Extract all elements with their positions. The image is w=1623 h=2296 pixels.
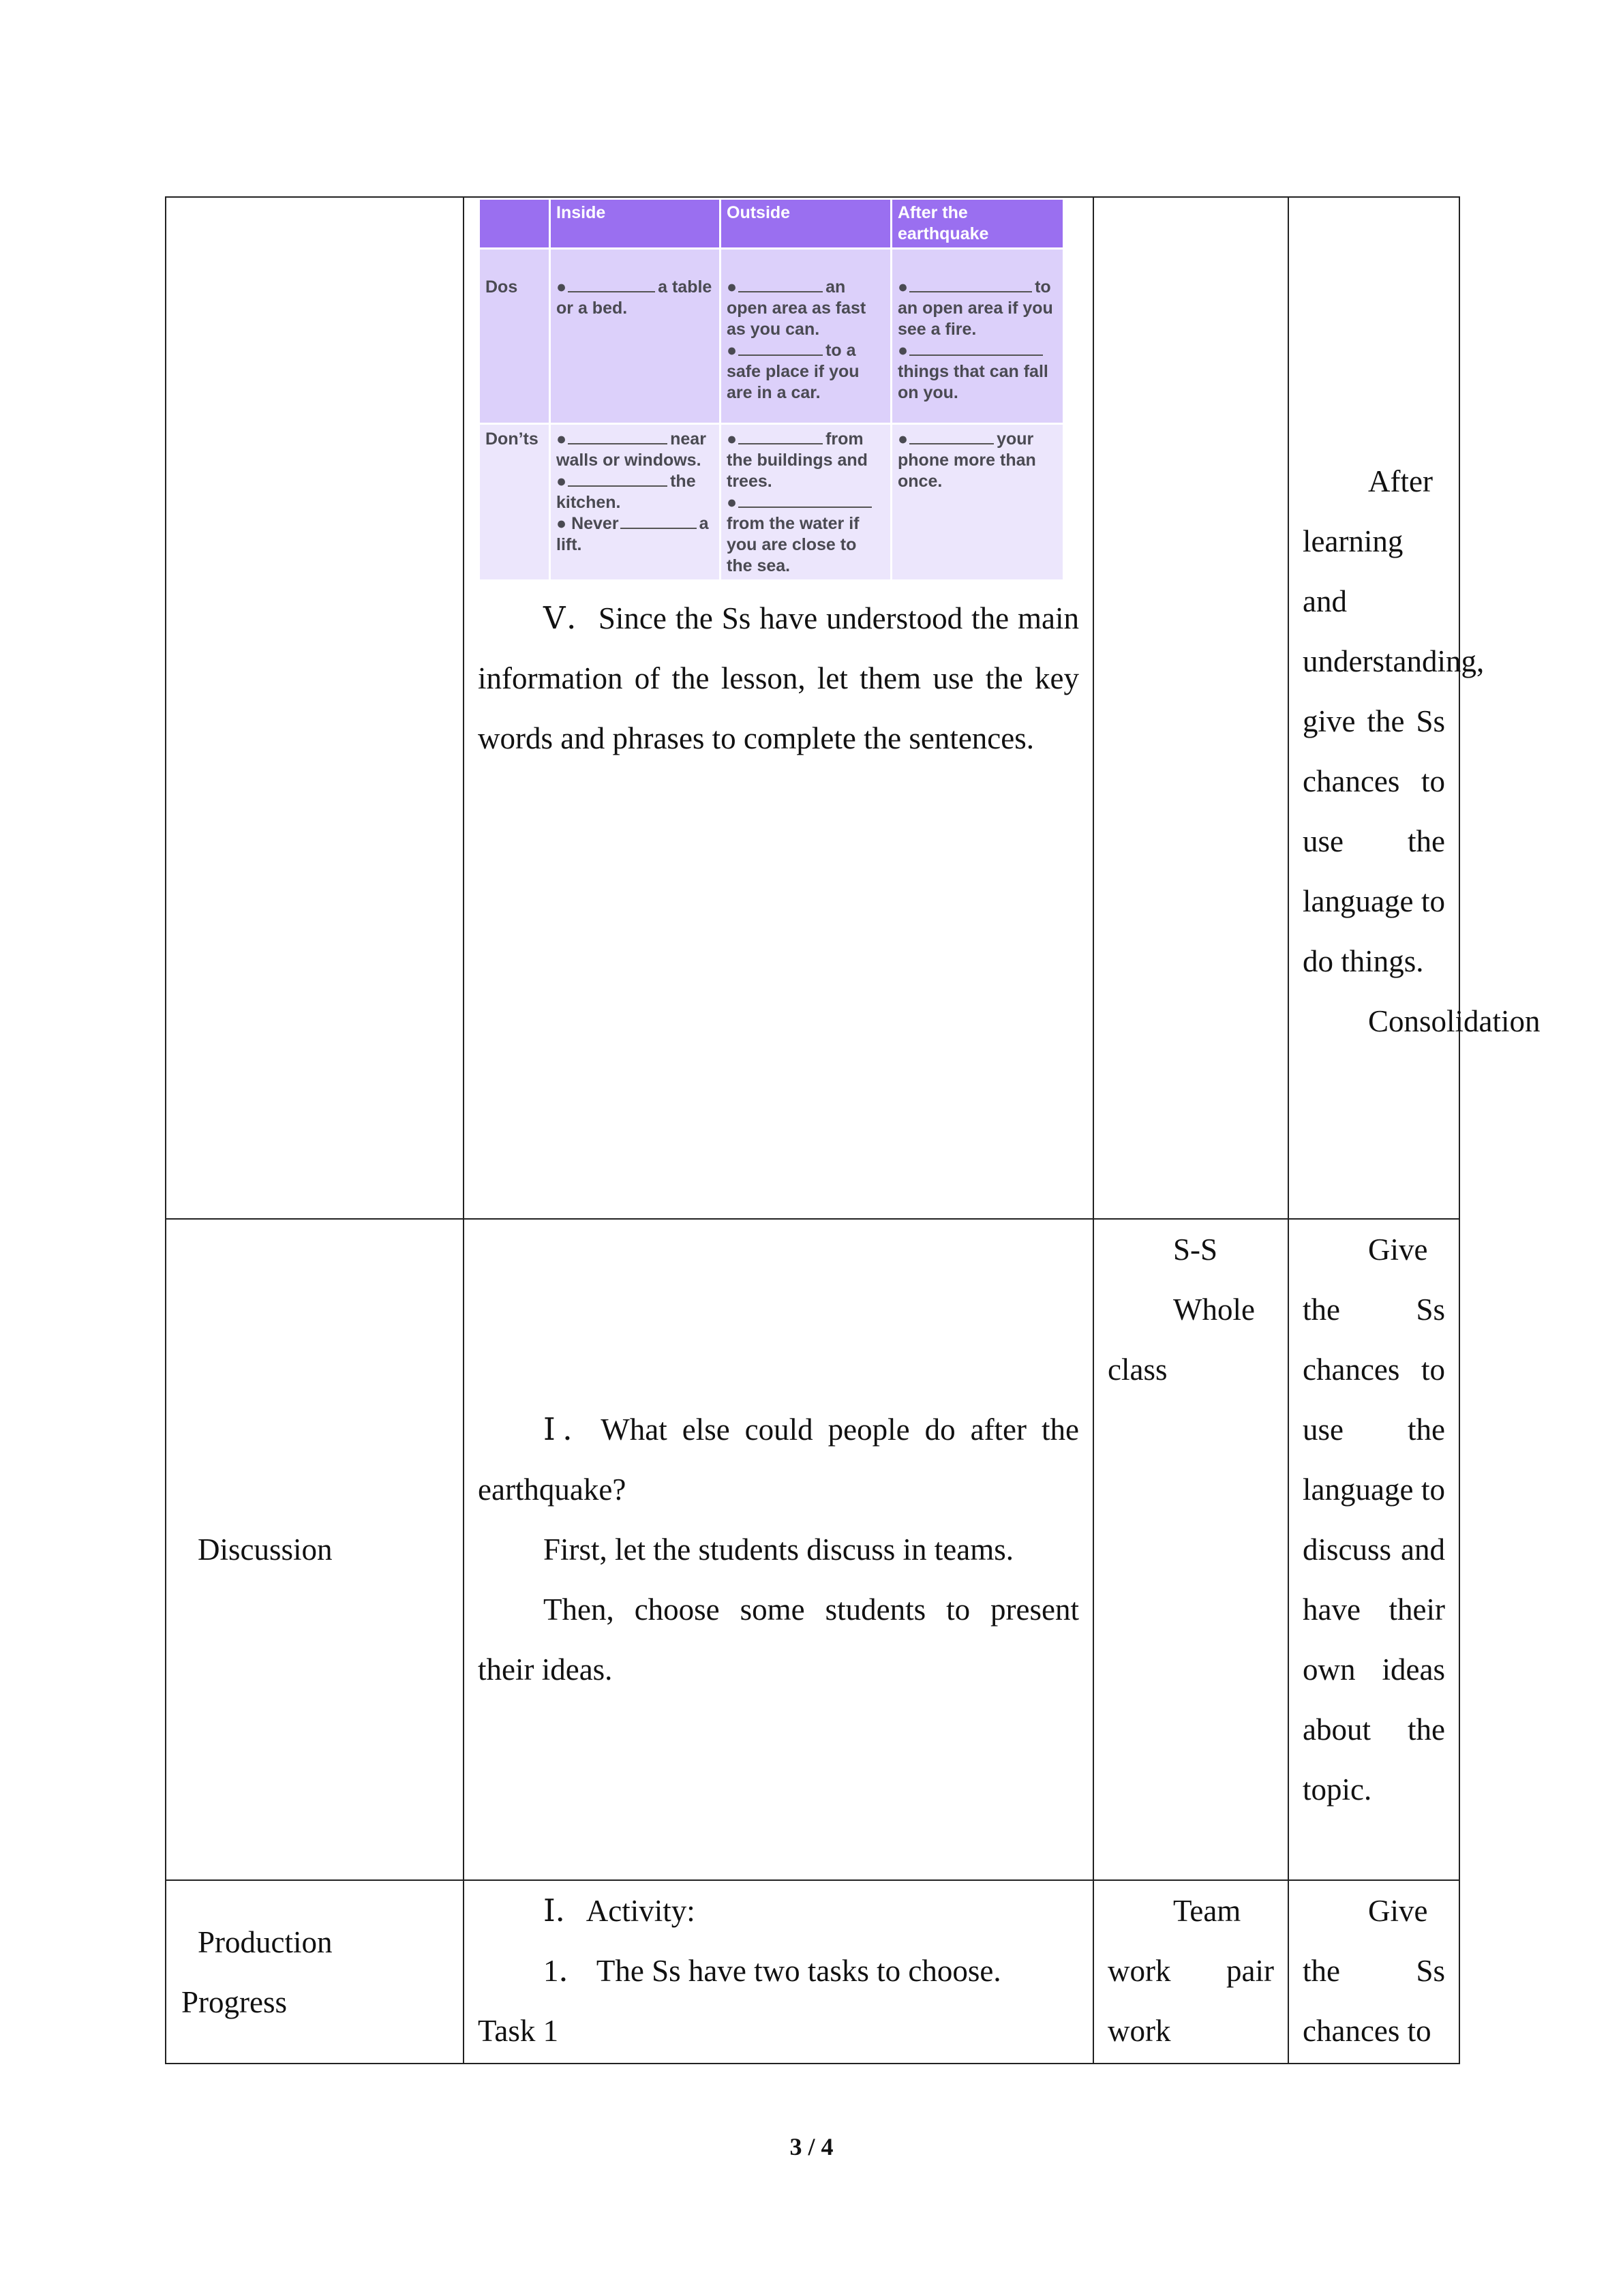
aim-text: After learning and understanding, give the Ss chances to use the language to do things.	[1303, 464, 1485, 978]
mode-cell-empty	[1093, 197, 1288, 1219]
worksheet-text: to a safe place if you are in a car.	[727, 341, 860, 402]
answer-blank	[909, 354, 1043, 356]
worksheet-donts-outside	[721, 424, 892, 581]
procedure-text-block	[464, 1881, 1093, 2061]
answer-blank	[620, 528, 697, 529]
worksheet-donts-row	[479, 424, 1064, 581]
answer-blank	[568, 291, 655, 292]
mode-work-pair-work: work pair work	[1108, 1954, 1274, 2048]
worksheet-text: your phone more than once.	[898, 429, 1036, 491]
answer-blank	[738, 443, 823, 444]
bullet-icon: ●	[898, 277, 909, 297]
procedure-cell-production	[464, 1880, 1093, 2064]
bullet-icon: ●	[556, 514, 567, 533]
answer-blank	[568, 443, 667, 444]
mode-cell-production	[1093, 1880, 1288, 2064]
answer-blank	[909, 291, 1032, 292]
stage-cell-discussion	[166, 1219, 464, 1880]
worksheet-text: a table or a bed.	[556, 277, 712, 318]
worksheet-table	[478, 198, 1065, 581]
activity-item-one: 1． The Ss have two tasks to choose.	[543, 1954, 1001, 1988]
worksheet-text: from the buildings and trees.	[727, 429, 868, 491]
worksheet-donts-after	[892, 424, 1064, 581]
worksheet-text: an open area as fast as you can.	[727, 277, 866, 339]
answer-blank	[738, 354, 823, 356]
worksheet-text: Never	[571, 514, 619, 533]
worksheet-text: the kitchen.	[556, 472, 696, 512]
worksheet-dos-row	[479, 249, 1064, 424]
worksheet-text: to an open area if you see a fire.	[898, 277, 1053, 339]
stage-label-progress: Progress	[181, 1984, 287, 2019]
worksheet-text: things that can fall on you.	[898, 362, 1048, 402]
aim-text-block	[1289, 451, 1541, 1051]
bullet-icon: ●	[556, 472, 567, 491]
worksheet-header-outside: Outside	[721, 199, 892, 249]
activity-heading: Ⅰ．Activity:	[543, 1894, 695, 1928]
bullet-icon: ●	[898, 429, 909, 449]
stage-label: Discussion	[198, 1532, 333, 1567]
procedure-cell-discussion	[464, 1219, 1093, 1880]
row-production	[166, 1880, 1459, 2064]
mode-text-block	[1094, 1881, 1288, 2061]
aim-text-production: Give the Ss chances to	[1303, 1894, 1445, 2048]
mode-cell-discussion	[1093, 1219, 1288, 1880]
answer-blank	[568, 485, 667, 487]
answer-blank	[738, 507, 872, 508]
task-one-label: Task 1	[478, 2014, 559, 2048]
worksheet-text: a lift.	[556, 514, 709, 554]
bullet-icon: ●	[727, 277, 738, 297]
row-discussion	[166, 1219, 1459, 1880]
aim-cell-discussion	[1288, 1219, 1459, 1880]
bullet-icon: ●	[556, 429, 567, 449]
bullet-icon: ●	[898, 341, 909, 360]
bullet-icon: ●	[727, 341, 738, 360]
worksheet-text: near walls or windows.	[556, 429, 706, 470]
worksheet-dos-after	[892, 249, 1064, 424]
bullet-icon: ●	[727, 429, 738, 449]
stage-cell-empty	[166, 197, 464, 1219]
aim-text-consolidation: Consolidation	[1368, 1004, 1541, 1038]
worksheet-header-row	[479, 199, 1064, 249]
worksheet-text: from the water if you are close to the sea.	[727, 514, 860, 575]
lesson-plan-table	[165, 196, 1541, 2064]
step-five-text: Ⅴ．Since the Ss have understood the main information of the lesson, let them use the key words and phrases to complete the sentences.	[478, 601, 1079, 755]
mode-team: Team	[1173, 1894, 1241, 1928]
mode-s-s: S-S	[1173, 1233, 1218, 1267]
answer-blank	[909, 443, 994, 444]
bullet-icon: ●	[727, 493, 738, 512]
bullet-icon: ●	[556, 277, 567, 297]
answer-blank	[738, 291, 823, 292]
worksheet-dos-label: Dos	[479, 249, 550, 424]
worksheet-header-after: After the earthquake	[892, 199, 1064, 249]
question-one: Ⅰ．What else could people do after the earthquake?	[478, 1413, 1079, 1507]
worksheet-donts-inside	[550, 424, 721, 581]
page-number: 3 / 4	[789, 2133, 834, 2160]
mode-text-block	[1094, 1220, 1288, 1400]
aim-cell	[1288, 197, 1541, 1219]
procedure-text-block	[464, 1400, 1093, 1700]
worksheet-dos-outside	[721, 249, 892, 424]
stage-cell-production	[166, 1880, 464, 2064]
aim-cell-production	[1288, 1880, 1459, 2064]
aim-text-discussion: Give the Ss chances to use the language to discuss and have their own ideas about the topic.	[1303, 1233, 1445, 1807]
worksheet-dos-inside	[550, 249, 721, 424]
worksheet-donts-label: Don’ts	[479, 424, 550, 581]
mode-whole-class: Whole class	[1108, 1293, 1255, 1387]
procedure-step-first: First, let the students discuss in teams.	[543, 1532, 1014, 1567]
procedure-cell	[464, 197, 1093, 1219]
row-consolidation	[166, 197, 1459, 1219]
stage-label-production: Production	[198, 1924, 333, 1959]
worksheet-header-inside: Inside	[550, 199, 721, 249]
procedure-step-then: Then, choose some students to present their ideas.	[478, 1592, 1079, 1687]
worksheet-header-blank	[479, 199, 550, 249]
